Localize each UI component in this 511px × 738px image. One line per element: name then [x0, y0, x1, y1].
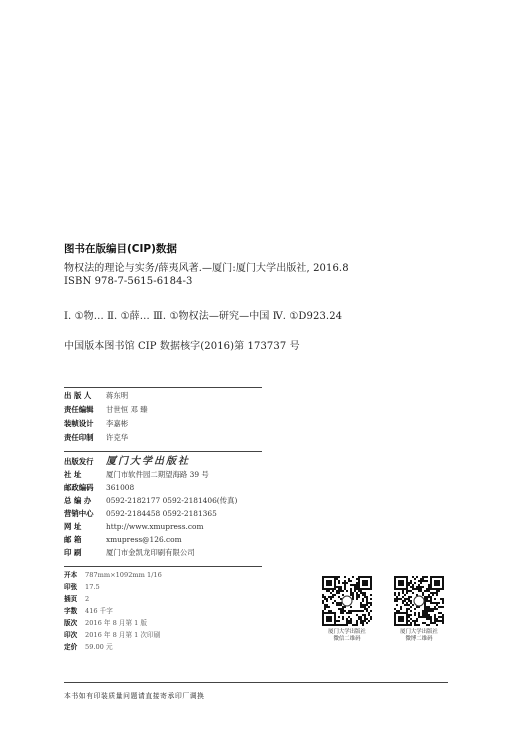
spec-value: 2 — [85, 595, 90, 603]
spec-value: 2016 年 8 月第 1 版 — [85, 619, 148, 627]
spec-label: 字数 — [64, 607, 78, 615]
publisher-address: 厦门市软件园二期望海路 39 号 — [106, 470, 209, 479]
spec-value: 17.5 — [85, 583, 100, 591]
publisher-issuer-label: 出版发行 — [64, 457, 94, 466]
publisher-editor-phone: 0592-2182177 0592-2181406(传真) — [106, 496, 238, 505]
qr-caption-line: 厦门大学出版社 — [400, 629, 438, 635]
publisher-label: 印 刷 — [64, 548, 82, 557]
qr-code-icon — [322, 576, 372, 626]
cip-classification: Ⅰ. ①物… Ⅱ. ①薛… Ⅲ. ①物权法—研究—中国 Ⅳ. ①D923.24 — [64, 311, 343, 322]
publisher-label: 邮政编码 — [64, 483, 94, 492]
staff-value: 许克华 — [106, 433, 129, 442]
print-quality-notice: 本书如有印装质量问题请直接寄承印厂调换 — [64, 692, 205, 700]
spec-label: 插页 — [64, 595, 78, 603]
publisher-marketing-phone: 0592-2184458 0592-2181365 — [106, 509, 217, 518]
qr-caption — [389, 629, 449, 643]
publisher-label: 社 址 — [64, 470, 82, 479]
staff-label: 装帧设计 — [64, 419, 94, 428]
publisher-label: 营销中心 — [64, 509, 94, 518]
publisher-email: xmupress@126.com — [106, 535, 182, 544]
spec-value: 59.00 元 — [85, 643, 113, 651]
publisher-printer: 厦门市金凯龙印刷有限公司 — [106, 548, 195, 557]
staff-label: 责任编辑 — [64, 405, 94, 414]
spec-label: 印次 — [64, 631, 78, 639]
cip-isbn: ISBN 978-7-5615-6184-3 — [64, 276, 193, 287]
publisher-label: 总 编 办 — [64, 496, 92, 505]
spec-value: 787mm×1092mm 1/16 — [85, 571, 162, 579]
qr-caption — [317, 629, 377, 643]
staff-value: 李嘉彬 — [106, 419, 129, 428]
staff-label: 出 版 人 — [64, 391, 92, 400]
qr-caption-line: 微信二维码 — [333, 636, 361, 642]
publisher-label: 邮 箱 — [64, 535, 82, 544]
cip-record-number: 中国版本图书馆 CIP 数据核字(2016)第 173737 号 — [64, 341, 300, 352]
spec-value: 2016 年 8 月第 1 次印刷 — [85, 631, 161, 639]
divider — [64, 451, 262, 452]
spec-label: 印张 — [64, 583, 78, 591]
spec-label: 开本 — [64, 571, 78, 579]
spec-label: 定价 — [64, 643, 78, 651]
staff-label: 责任印制 — [64, 433, 94, 442]
publisher-logotype: 厦门大学出版社 — [106, 456, 190, 467]
cip-heading: 图书在版编目(CIP)数据 — [64, 243, 177, 255]
qr-caption-line: 微博二维码 — [405, 636, 433, 642]
publisher-postcode: 361008 — [106, 483, 135, 492]
spec-value: 416 千字 — [85, 607, 113, 615]
spec-label: 版次 — [64, 619, 78, 627]
staff-value: 甘世恒 邓 臻 — [106, 405, 148, 414]
cip-book-line: 物权法的理论与实务/薛夷风著.—厦门:厦门大学出版社, 2016.8 — [64, 263, 349, 274]
qr-code-icon — [394, 576, 444, 626]
publisher-website: http://www.xmupress.com — [106, 522, 204, 531]
qr-caption-line: 厦门大学出版社 — [328, 629, 366, 635]
divider — [64, 682, 448, 683]
staff-value: 蒋东明 — [106, 391, 129, 400]
divider — [64, 387, 262, 388]
divider — [64, 566, 262, 567]
publisher-label: 网 址 — [64, 522, 82, 531]
